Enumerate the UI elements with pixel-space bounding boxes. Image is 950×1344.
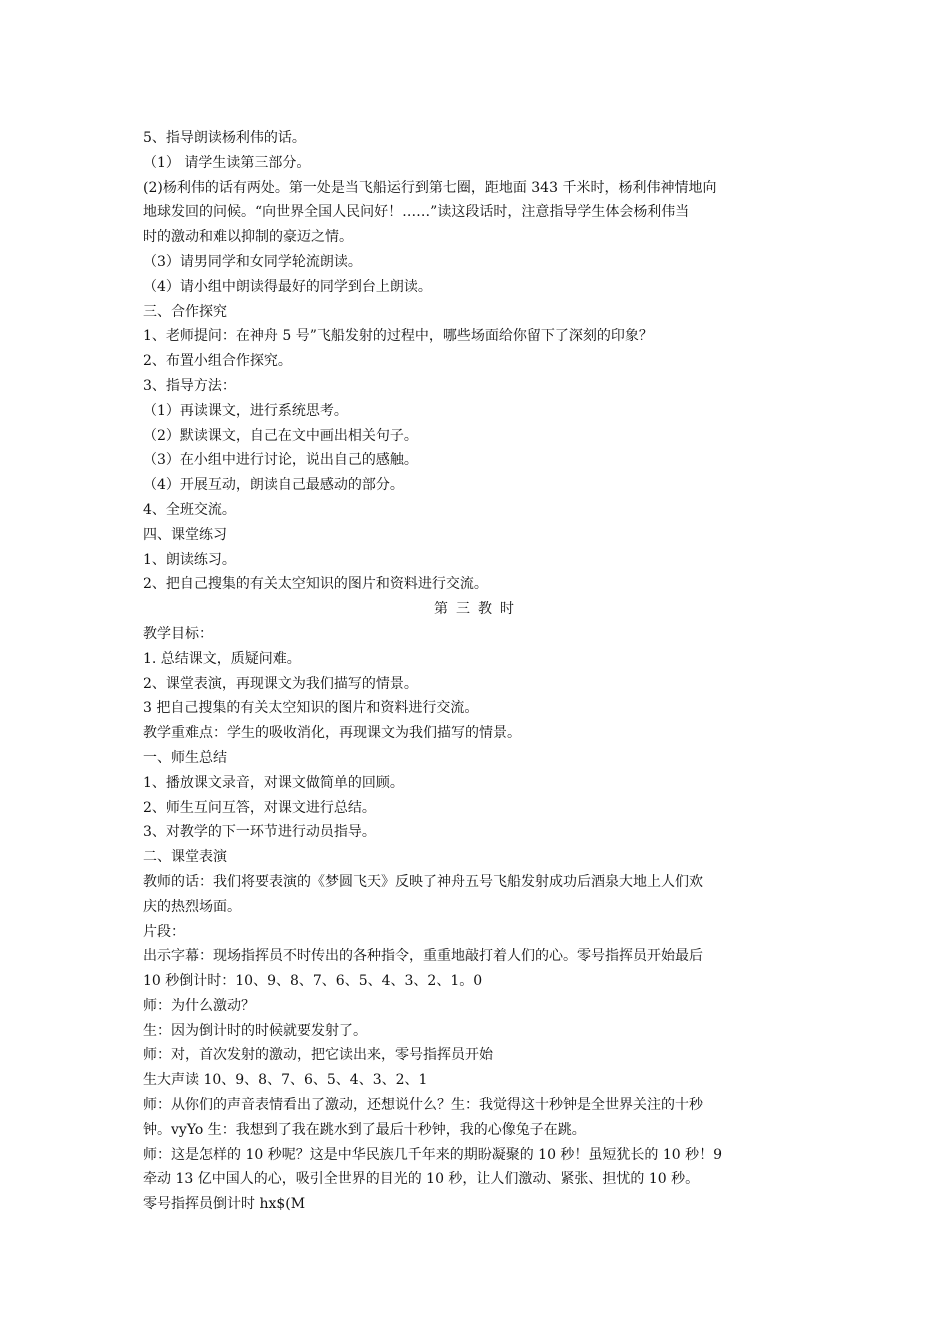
text-line: （4）请小组中朗读得最好的同学到台上朗读。 [143, 278, 432, 295]
text-line: 庆的热烈场面。 [143, 898, 241, 915]
section-heading: 第三教时 [434, 601, 522, 618]
document-page [143, 126, 813, 1217]
text-line: 1、老师提问：在神舟 5 号”飞船发射的过程中，哪些场面给你留下了深刻的印象？ [143, 328, 653, 345]
text-line: 零号指挥员倒计时 hx$(M [143, 1196, 306, 1213]
text-line: 师：为什么激动？ [143, 997, 255, 1014]
text-line: 师：从你们的声音表情看出了激动，还想说什么？生：我觉得这十秒钟是全世界关注的十秒 [143, 1097, 703, 1114]
text-line: 生大声读 10、9、8、7、6、5、4、3、2、1 [143, 1072, 428, 1089]
text-line: （3）请男同学和女同学轮流朗读。 [143, 253, 362, 270]
text-line: 教学目标： [143, 625, 213, 642]
text-line: （3）在小组中进行讨论，说出自己的感触。 [143, 452, 418, 469]
text-line: 三、合作探究 [143, 303, 227, 320]
text-line: 3、指导方法： [143, 377, 236, 394]
text-line: 片段： [143, 923, 185, 940]
text-line: 牵动 13 亿中国人的心，吸引全世界的目光的 10 秒，让人们激动、紧张、担忧的 10 秒。 [143, 1171, 700, 1188]
text-line: 3 把自己搜集的有关太空知识的图片和资料进行交流。 [143, 700, 479, 717]
text-line: 4、全班交流。 [143, 501, 236, 518]
text-line: （1）再读课文，进行系统思考。 [143, 402, 348, 419]
text-line: （4）开展互动，朗读自己最感动的部分。 [143, 477, 404, 494]
text-line: 教师的话：我们将要表演的《梦圆飞天》反映了神舟五号飞船发射成功后酒泉大地上人们欢 [143, 873, 703, 890]
text-line: 师：对，首次发射的激动，把它读出来，零号指挥员开始 [143, 1047, 493, 1064]
text-line: 地球发回的问候。“向世界全国人民问好！……”读这段话时，注意指导学生体会杨利伟当 [143, 204, 690, 221]
text-line: 二、课堂表演 [143, 849, 227, 866]
text-line: 钟。vyYo 生：我想到了我在跳水到了最后十秒钟，我的心像兔子在跳。 [143, 1121, 586, 1138]
text-line: 2、师生互问互答，对课文进行总结。 [143, 799, 376, 816]
text-line: (2)杨利伟的话有两处。第一处是当飞船运行到第七圈，距地面 343 千米时，杨利伟神情地向 [143, 179, 717, 196]
text-line: 时的激动和难以抑制的豪迈之情。 [143, 229, 353, 246]
text-line: 10 秒倒计时：10、9、8、7、6、5、4、3、2、1。0 [143, 973, 483, 990]
text-line: （1） 请学生读第三部分。 [143, 154, 311, 171]
text-line: 四、课堂练习 [143, 526, 227, 543]
text-line: 5、指导朗读杨利伟的话。 [143, 130, 306, 146]
text-line: 教学重难点：学生的吸收消化，再现课文为我们描写的情景。 [143, 725, 521, 742]
text-line: 2、布置小组合作探究。 [143, 353, 292, 370]
text-line: （2）默读课文，自己在文中画出相关句子。 [143, 427, 418, 444]
text-line: 2、把自己搜集的有关太空知识的图片和资料进行交流。 [143, 576, 488, 593]
text-line: 1、播放课文录音，对课文做简单的回顾。 [143, 774, 404, 791]
text-line: 1、朗读练习。 [143, 551, 236, 568]
text-line: 3、对教学的下一环节进行动员指导。 [143, 824, 376, 841]
text-line: 1. 总结课文，质疑问难。 [143, 650, 301, 667]
text-line: 一、师生总结 [143, 749, 227, 766]
text-line: 2、课堂表演，再现课文为我们描写的情景。 [143, 675, 418, 692]
text-line: 师：这是怎样的 10 秒呢？这是中华民族几千年来的期盼凝聚的 10 秒！虽短犹长的 10 秒！9 [143, 1146, 723, 1163]
text-line: 生：因为倒计时的时候就要发射了。 [143, 1022, 367, 1039]
text-line: 出示字幕：现场指挥员不时传出的各种指令，重重地敲打着人们的心。零号指挥员开始最后 [143, 948, 703, 965]
